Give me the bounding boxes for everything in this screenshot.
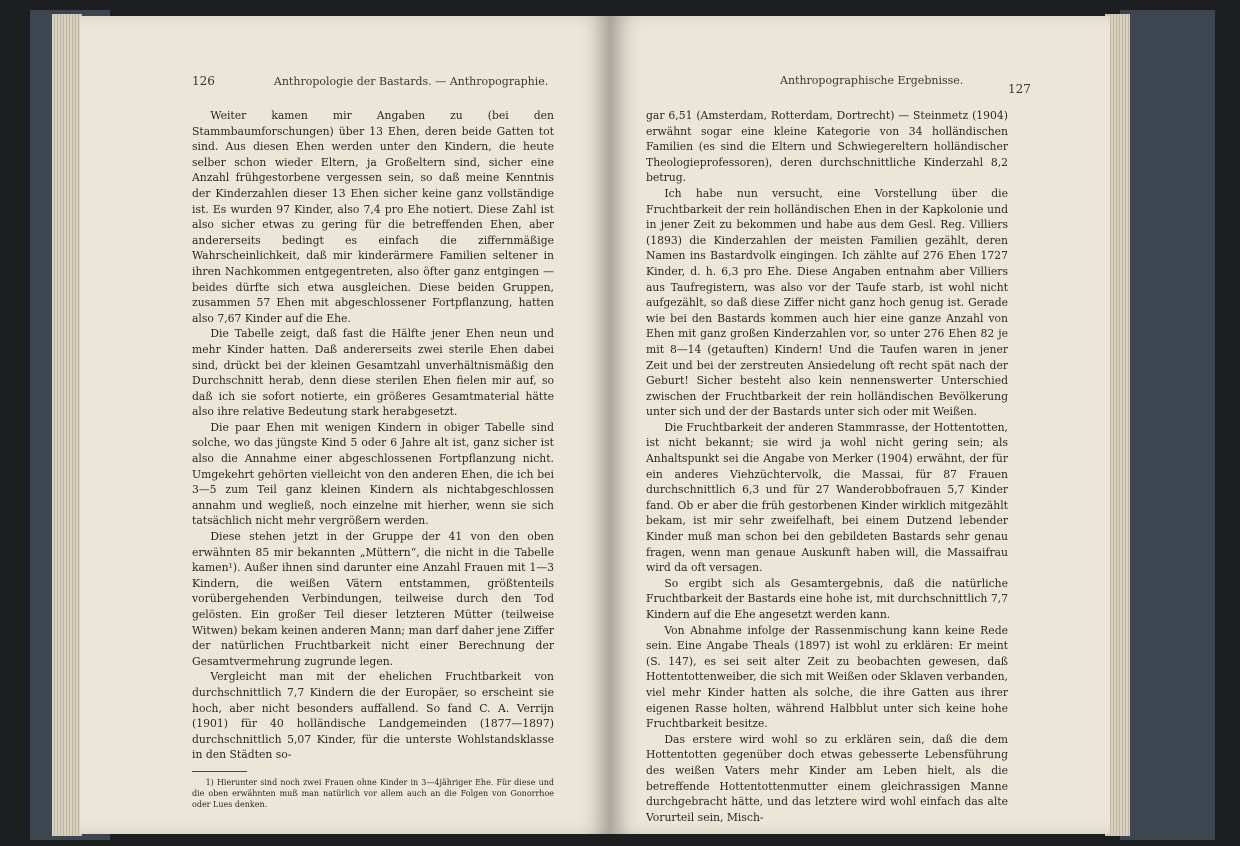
- paragraph: Das erstere wird wohl so zu erklären sein, daß die dem Hottentotten gegenüber doch etwas gebesserte Lebensführung des weißen Vaters mehr Kinder am Leben hielt, als die betreffende Hottentottenmutter einem gleichrassigen Manne durchgebracht hätte, und das letztere wird wohl einfach das alte Vorurteil sein, Misch-: [646, 732, 1008, 824]
- left-page-header: [192, 74, 548, 88]
- book-cover-right: [1120, 10, 1215, 840]
- page-number: 126: [192, 74, 215, 88]
- page-number: 127: [1008, 82, 1031, 96]
- running-head: Anthropographische Ergebnisse.: [780, 74, 964, 87]
- paragraph: Diese stehen jetzt in der Gruppe der 41 von den oben erwähnten 85 mir bekannten „Müttern“, die nicht in die Tabelle kamen¹). Außer ihnen sind darunter eine Anzahl Frauen mit 1—3 Kindern, die weißen Vätern entstammen, größtenteils vorübergehenden Verbindungen, teilweise durch den Tod gelösten. Ein großer Teil dieser letzteren Mütter (teilweise Witwen) bekam keinen anderen Mann; man darf daher jene Ziffer der natürlichen Fruchtbarkeit nicht einer Berechnung der Gesamtvermehrung zugrunde legen.: [192, 530, 554, 668]
- page-edges-left: [52, 14, 82, 836]
- paragraph: gar 6,51 (Amsterdam, Rotterdam, Dortrecht) — Steinmetz (1904) erwähnt sogar eine kleine Kategorie von 34 holländischen Familien (es sind die Eltern und Schwiegereltern holländischer Theologieprofessoren), deren durchschnittliche Kinderzahl 8,2 betrug.: [646, 109, 1008, 185]
- paragraph: Weiter kamen mir Angaben zu (bei den Stammbaumforschungen) über 13 Ehen, deren beide Gatten tot sind. Aus diesen Ehen werden unter den Kindern, die heute selber schon wieder Eltern, ja Großeltern sind, sicher eine Anzahl frühgestorbene vergessen sein, so daß meine Kenntnis der Kinderzahlen dieser 13 Ehen sicher keine ganz vollständige ist. Es wurden 97 Kinder, also 7,4 pro Ehe notiert. Diese Zahl ist also sicher etwas zu gering für die betreffenden Ehen, aber andererseits bedingt es einfach die ziffernmäßige Wahrscheinlichkeit, daß mir kinderärmere Familien seltener in ihren Nachkommen entgegentreten, also öfter ganz entgingen — beides dürfte sich etwa ausgleichen. Diese beiden Gruppen, zusammen 57 Ehen mit abgeschlossener Fortpflanzung, hatten also 7,67 Kinder auf die Ehe.: [192, 109, 554, 325]
- paragraph: Vergleicht man mit der ehelichen Fruchtbarkeit von durchschnittlich 7,7 Kindern die der Europäer, so erscheint sie hoch, aber nicht besonders auffallend. So fand C. A. Verrijn (1901) für 40 holländische Landgemeinden (1877—1897) durchschnittlich 5,07 Kinder, für die unterste Wohlstandsklasse in den Städten so-: [192, 670, 554, 762]
- paragraph: So ergibt sich als Gesamtergebnis, daß die natürliche Fruchtbarkeit der Bastards eine hohe ist, mit durchschnittlich 7,7 Kindern auf die Ehe angesetzt werden kann.: [646, 576, 1008, 621]
- right-page-body: [646, 108, 1008, 825]
- running-head: Anthropologie der Bastards. — Anthropographie.: [273, 75, 549, 88]
- footnote: 1) Hierunter sind noch zwei Frauen ohne Kinder in 3—4jähriger Ehe. Für diese und die oben erwähnten muß man natürlich vor allem auch an die Folgen von Gonorrhoe oder Lues denken.: [192, 777, 554, 809]
- footnote-divider: [192, 771, 247, 772]
- left-page-body: [192, 108, 554, 810]
- paragraph: Die paar Ehen mit wenigen Kindern in obiger Tabelle sind solche, wo das jüngste Kind 5 oder 6 Jahre alt ist, ganz sicher ist also die Annahme einer abgeschlossenen Fortpflanzung nicht. Umgekehrt gehörten vielleicht von den anderen Ehen, die ich bei 3—5 zum Teil ganz kleinen Kindern als nichtabgeschlossen annahm und wegließ, noch einzelne mit hierher, wenn sie sich tatsächlich nicht mehr vergrößern werden.: [192, 420, 554, 528]
- paragraph: Die Fruchtbarkeit der anderen Stammrasse, der Hottentotten, ist nicht bekannt; sie wird ja wohl nicht gering sein; als Anhaltspunkt sei die Angabe von Merker (1904) erwähnt, der für ein anderes Viehzüchtervolk, die Massai, für 87 Frauen durchschnittlich 6,3 und für 27 Wanderobbofrauen 5,7 Kinder fand. Ob er aber die früh gestorbenen Kinder wirklich mitgezählt bekam, ist mir sehr zweifelhaft, bei einem Dutzend lebender Kinder muß man schon bei den gebildeten Bastards sehr genau fragen, wenn man genaue Auskunft haben will, die Massaifrau wird da oft versagen.: [646, 420, 1008, 575]
- paragraph: Von Abnahme infolge der Rassenmischung kann keine Rede sein. Eine Angabe Theals (1897) ist wohl zu erklären: Er meint (S. 147), es sei seit alter Zeit zu beobachten gewesen, daß Hottentottenweiber, die sich mit Weißen oder Sklaven verbanden, viel mehr Kinder hatten als solche, die ihre Gatten aus ihrer eigenen Rasse holten, während Halbblut unter sich keine hohe Fruchtbarkeit besitze.: [646, 623, 1008, 731]
- paragraph: Ich habe nun versucht, eine Vorstellung über die Fruchtbarkeit der rein holländischen Ehen in der Kapkolonie und in jener Zeit zu bekommen und habe aus dem Gesl. Reg. Villiers (1893) die Kinderzahlen der meisten Familien gezählt, deren Namen ins Bastardvolk eingingen. Ich zählte auf 276 Ehen 1727 Kinder, d. h. 6,3 pro Ehe. Diese Angaben entnahm aber Villiers aus Taufregistern, was also vor der Taufe starb, ist wohl nicht aufgezählt, so daß diese Ziffer nicht ganz hoch genug ist. Gerade wie bei den Bastards kommen auch hier eine ganze Anzahl von Ehen mit ganz großen Kinderzahlen vor, so unter 276 Ehen 82 je mit 8—14 (getauften) Kindern! Und die Taufen waren in jener Zeit und bei der zerstreuten Ansiedelung oft recht spät nach der Geburt! Sicher besteht also kein nennenswerter Unterschied zwischen der Fruchtbarkeit der rein holländischen Bevölkerung unter sich und der der Bastards unter sich oder mit Weißen.: [646, 186, 1008, 419]
- left-page: [80, 16, 610, 834]
- right-page-header: [780, 74, 963, 87]
- right-page: [610, 16, 1110, 834]
- right-page-number-wrap: [1008, 82, 1031, 96]
- paragraph: Die Tabelle zeigt, daß fast die Hälfte jener Ehen neun und mehr Kinder hatten. Daß andererseits zwei sterile Ehen dabei sind, drückt bei der kleinen Gesamtzahl unverhältnismäßig den Durchschnitt herab, denn diese sterilen Ehen fielen mir auf, so daß ich sie sofort notierte, ein größeres Gesamtmaterial hätte also ihre relative Bedeutung stark herabgesetzt.: [192, 327, 554, 419]
